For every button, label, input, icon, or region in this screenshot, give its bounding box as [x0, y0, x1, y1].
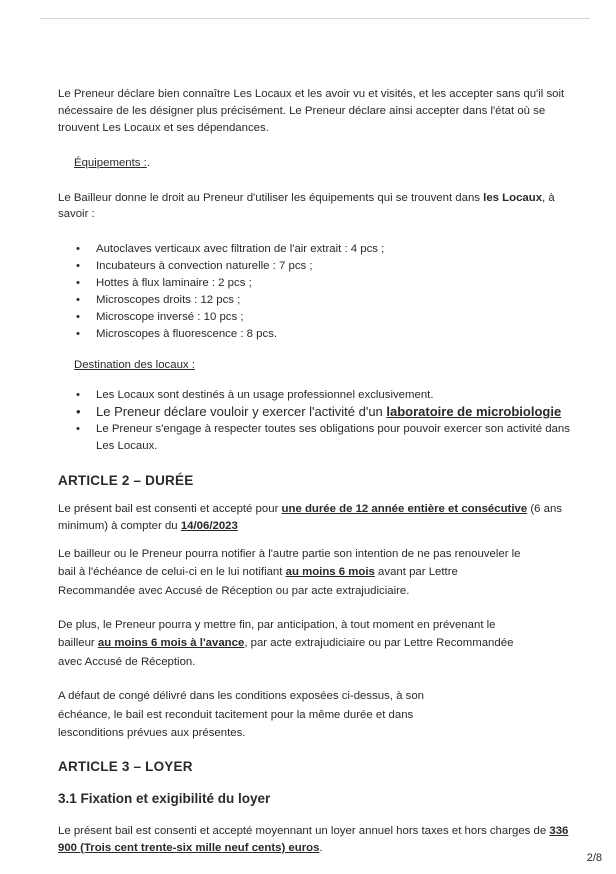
text-run: Le bailleur ou le Preneur pourra notifier à l'autre partie son intention de ne pas renouveler le bail à l'échéance de celui-ci en le lui notifiant — [58, 547, 521, 579]
equipements-intro — [58, 190, 588, 224]
list-item: • Microscope inversé : 10 pcs ; — [96, 309, 588, 326]
equipements-list — [58, 241, 588, 342]
list-item: • Hottes à flux laminaire : 2 pcs ; — [96, 275, 588, 292]
top-rule — [40, 18, 590, 19]
start-date: 14/06/2023 — [180, 519, 238, 532]
text-run: , par acte extrajudiciaire ou par Lettre Recommandée avec Accusé de Réception. — [58, 637, 514, 668]
equipements-intro-before: Le Bailleur donne le droit au Preneur d'utiliser les équipements qui se trouvent dans — [58, 191, 484, 204]
article2-paragraph-1 — [58, 501, 588, 535]
equipements-heading-suffix: . — [146, 156, 150, 169]
text-run: Le présent bail est consenti et accepté moyennant un loyer annuel hors taxes et hors charges de — [58, 824, 550, 837]
article2-paragraph-4: A défaut de congé délivré dans les conditions exposées ci-dessus, à son échéance, le bail est reconduit tacitement pour la même durée et dans lesconditions prévues aux présentes. — [58, 690, 424, 740]
article2-paragraph-2 — [58, 545, 528, 600]
list-item: • Le Preneur s'engage à respecter toutes ses obligations pour pouvoir exercer son activité dans Les Locaux. — [96, 421, 588, 455]
article3-paragraph-1 — [58, 823, 588, 857]
notice-emphasis: au moins 6 mois à l'avance — [97, 637, 245, 650]
destination-list — [58, 387, 588, 455]
equipements-heading — [74, 155, 588, 172]
equipements-intro-after: , à savoir : — [58, 191, 555, 221]
list-item: • Microscopes droits : 12 pcs ; — [96, 292, 588, 309]
rent-amount: 336 900 (Trois cent trente-six mille neuf cents) euros — [58, 824, 569, 854]
equipements-intro-bold: les Locaux — [483, 191, 543, 204]
text-run: De plus, le Preneur pourra y mettre fin, par anticipation, à tout moment en prévenant le bailleur — [58, 619, 496, 650]
list-item: • Incubateurs à convection naturelle : 7 pcs ; — [96, 258, 588, 275]
destination-item2-before: Le Preneur déclare vouloir y exercer l'activité d'un — [96, 404, 387, 420]
article2-paragraph-3 — [58, 616, 528, 671]
destination-heading: Destination des locaux : — [74, 358, 195, 371]
text-run: avant par Lettre Recommandée avec Accusé de Réception ou par acte extrajudiciaire. — [58, 566, 458, 597]
intro-paragraph: Le Preneur déclare bien connaître Les Locaux et les avoir vu et visités, et les accepter sans qu'il soit nécessaire de les désigner plus précisément. Le Preneur déclare ainsi accepter dans l'état où se trouvent Les Locaux et ses dépendances. — [58, 88, 565, 134]
article3-subtitle: 3.1 Fixation et exigibilité du loyer — [58, 790, 271, 806]
document-page — [58, 86, 588, 857]
page-number: 2/8 — [586, 852, 602, 864]
text-run: . — [319, 841, 323, 854]
text-run: (6 ans minimum) à compter du — [58, 502, 562, 532]
list-item: • Autoclaves verticaux avec filtration de l'air extrait : 4 pcs ; — [96, 241, 588, 258]
article3-title: ARTICLE 3 – LOYER — [58, 758, 193, 774]
duration-emphasis: une durée de 12 année entière et consécutive — [281, 502, 528, 515]
notice-emphasis: au moins 6 mois — [285, 566, 375, 579]
list-item — [96, 404, 588, 421]
list-item: • Les Locaux sont destinés à un usage professionnel exclusivement. — [96, 387, 588, 404]
list-item: • Microscopes à fluorescence : 8 pcs. — [96, 326, 588, 343]
destination-item2-bold: laboratoire de microbiologie — [386, 404, 562, 420]
article2-title: ARTICLE 2 – DURÉE — [58, 472, 194, 488]
text-run: Le présent bail est consenti et accepté pour — [58, 502, 282, 515]
equipements-heading-text: Équipements : — [74, 156, 147, 169]
